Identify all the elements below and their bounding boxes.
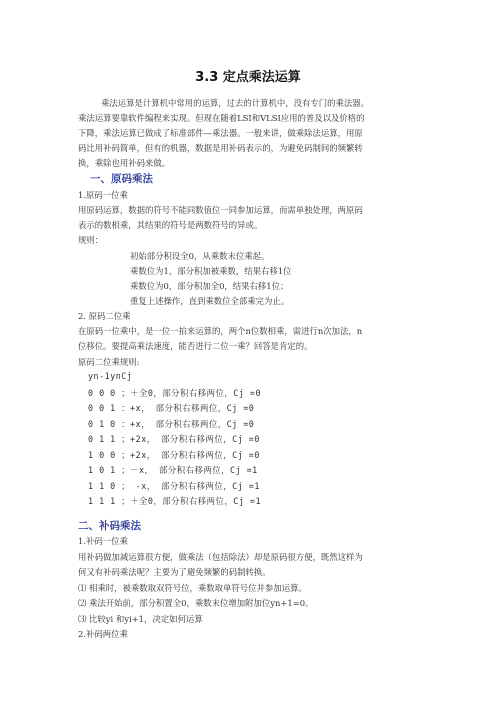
subsection-title: 1.原码一位乘 <box>78 190 128 200</box>
intro-line: 下降，乘法运算已做成了标准部件—乘法器。一般来讲，做乘除法运算，用原 <box>78 128 363 138</box>
rule-item: 乘数位为1，部分积加被乘数，结果右移1位 <box>130 266 292 276</box>
table-row: 0 1 1 ；+2x， 部分积右移两位，Cj =0 <box>88 434 260 444</box>
body-line: 何又有补码乘法呢？主要为了避免频繁的码制转换。 <box>78 567 271 577</box>
intro-line: 乘法运算是计算机中常用的运算，过去的计算机中，没有专门的乘法器。 <box>101 98 369 108</box>
section-heading-complement-code: 二、补码乘法 <box>78 520 141 532</box>
rule2-label: 原码二位乘规则: <box>78 357 140 367</box>
intro-line: 码比用补码简单，但有的机器，数据是用补码表示的，为避免码制间的频繁转 <box>78 143 363 153</box>
table-row: 1 0 1 ；－x， 部分积右移两位，Cj =1 <box>88 465 258 475</box>
intro-line: 换，乘除也用补码来做。 <box>78 158 171 168</box>
rules-label: 规则： <box>78 235 104 245</box>
subsection-title: 2. 原码二位乘 <box>78 311 131 321</box>
rule-item: 重复上述操作，直到乘数位全部乘完为止。 <box>130 296 290 306</box>
subsection-title: 1.补码一位乘 <box>78 536 128 546</box>
body-line: 位移位。要提高乘法速度，能否进行二位一乘？回答是肯定的。 <box>78 341 313 351</box>
section-heading-original-code: 一、原码乘法 <box>90 173 153 185</box>
intro-line: 乘法运算要靠软件编程来实现。但现在随着LSI和VLSI应用的普及以及价格的 <box>78 113 365 123</box>
table-row: 1 0 0 ；+2x， 部分积右移两位，Cj =0 <box>88 450 260 460</box>
table-row: 0 1 0 ：+x， 部分积右移两位，Cj =0 <box>88 419 255 429</box>
rule-item: 乘数位为0，部分积加全0，结果右移1位； <box>130 281 289 291</box>
body-line: 用补码做加减运算很方便，做乘法（包括除法）却是原码很方便，既然这样为 <box>78 552 363 562</box>
step-item: ⑵ 乘法开始前，部分积置全0，乘数末位增加附加位yn+1=0。 <box>78 598 314 608</box>
body-line: 用原码运算，数据的符号不能同数值位一同参加运算，而需单独处理，两原码 <box>78 205 363 215</box>
body-line: 表示的数相乘，其结果的符号是两数符号的异或。 <box>78 220 263 230</box>
table-row: 1 1 1 ；＋全0，部分积右移两位，Cj =1 <box>88 496 262 506</box>
body-line: 在原码一位乘中，是一位一拍来运算的，两个n位数相乘，需进行n次加法，n <box>78 326 363 336</box>
table-header: yn-1ynCj <box>88 371 133 381</box>
table-row: 0 0 0 ；＋全0，部分积右移两位，Cj =0 <box>88 388 262 398</box>
subsection-title: 2.补码两位乘 <box>78 629 128 639</box>
step-item: ⑴ 相乘时，被乘数取双符号位，乘数取单符号位并参加运算。 <box>78 583 307 593</box>
table-row: 1 1 0 ； -x， 部分积右移两位，Cj =1 <box>88 481 260 491</box>
table-row: 0 0 1 ：+x， 部分积右移两位，Cj =0 <box>88 403 255 413</box>
page-title: 3.3 定点乘法运算 <box>195 70 301 85</box>
step-item: ⑶ 比较yi 和yi+1，决定如何运算 <box>78 614 203 624</box>
rule-item: 初始部分积设全0，从乘数末位乘起。 <box>130 251 270 261</box>
